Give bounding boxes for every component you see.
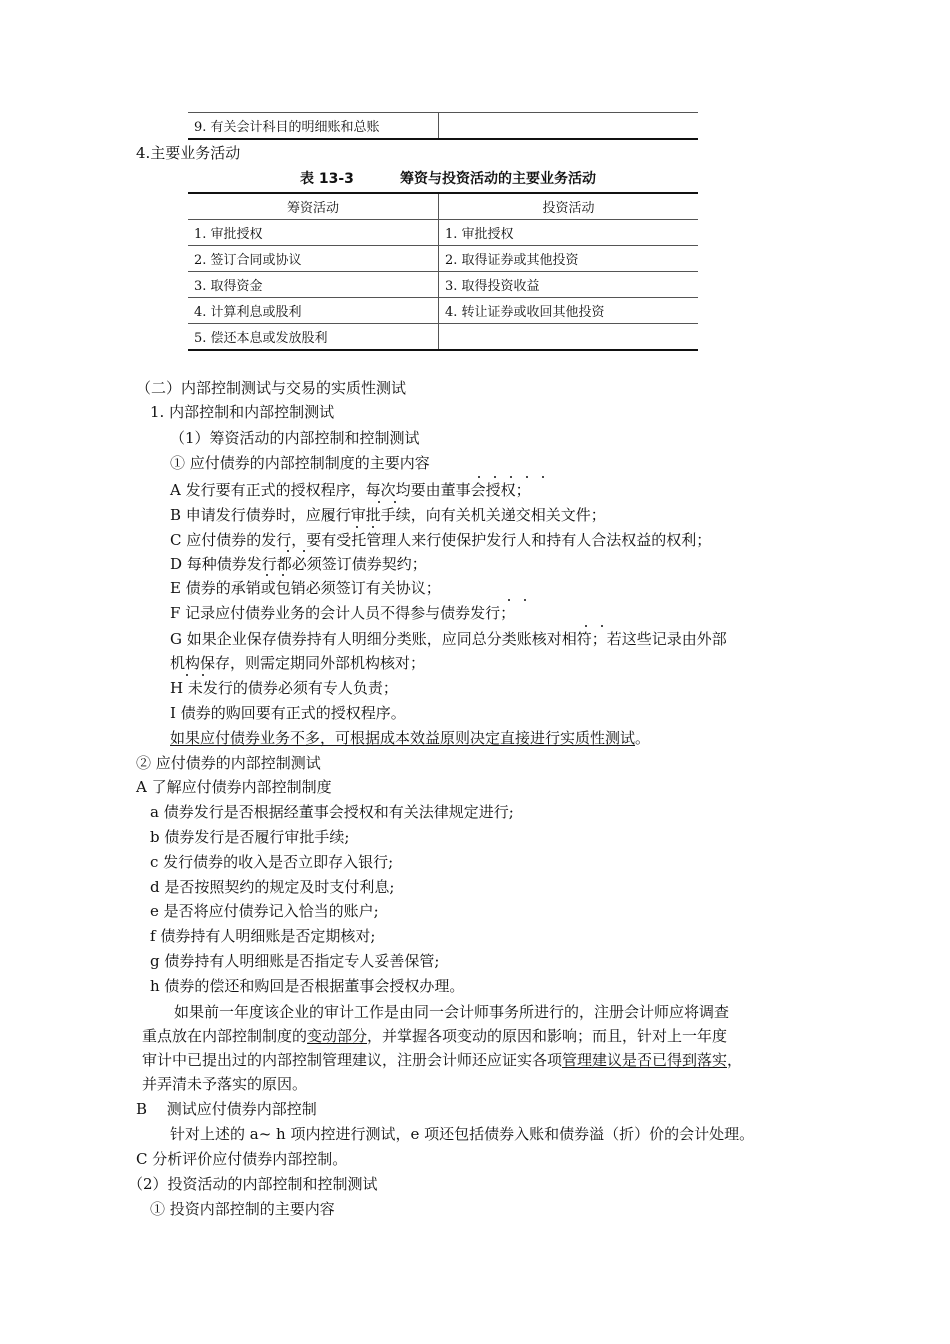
emphasis-dot — [510, 476, 512, 478]
table-caption-title: 筹资与投资活动的主要业务活动 — [400, 171, 596, 187]
table-row — [188, 113, 698, 140]
table-cell: 5. 偿还本息或发放股利 — [188, 324, 439, 351]
section-heading: 4.主要业务活动 — [136, 144, 241, 162]
table-cell: 3. 取得投资收益 — [445, 279, 540, 294]
list-item: d 是否按照契约的规定及时支付利息; — [150, 878, 395, 896]
table-cell: 3. 取得资金 — [188, 272, 439, 298]
paragraph-line: 并弄清未予落实的原因。 — [142, 1075, 308, 1093]
paragraph-line: 如果前一年度该企业的审计工作是由同一会计师事务所进行的，注册会计师应将调查 — [174, 1003, 730, 1021]
list-item: h 债券的偿还和购回是否根据董事会授权办理。 — [150, 977, 465, 995]
subsection-heading: （1）筹资活动的内部控制和控制测试 — [170, 429, 420, 447]
emphasis-dot — [526, 476, 528, 478]
text-span: 审计中已提出过的内部控制管理建议，注册会计师还应证实各项 — [142, 1051, 563, 1069]
item-heading: A 了解应付债券内部控制制度 — [136, 778, 332, 796]
list-item: c 发行债券的收入是否立即存入银行; — [150, 853, 394, 871]
table-cell: 2. 签订合同或协议 — [188, 246, 439, 272]
underlined-span: 变动部分 — [307, 1027, 368, 1045]
table-cell: 1. 审批授权 — [445, 227, 514, 242]
emphasis-dot — [186, 674, 188, 676]
list-item: g 债券持有人明细账是否指定专人妥善保管; — [150, 952, 440, 970]
list-item: F 记录应付债券业务的会计人员不得参与债券发行； — [170, 604, 516, 622]
table-cell: 4. 转让证券或收回其他投资 — [445, 305, 605, 320]
list-item: I 债券的购回要有正式的授权程序。 — [170, 704, 406, 722]
emphasis-dot — [287, 550, 289, 552]
table-cell: 1. 审批授权 — [188, 220, 439, 246]
emphasis-dot — [202, 674, 204, 676]
emphasis-dot — [266, 574, 268, 576]
emphasis-dot — [494, 476, 496, 478]
table-top — [188, 112, 698, 140]
list-item: E 债券的承销或包销必须签订有关协议； — [170, 579, 441, 597]
subsection-heading: （2）投资活动的内部控制和控制测试 — [128, 1175, 378, 1193]
list-item-continued: 机构保存，则需定期同外部机构核对； — [170, 654, 426, 672]
item-heading: ② 应付债券的内部控制测试 — [136, 754, 321, 772]
list-item: D 每种债券发行都必须签订债券契约； — [170, 555, 427, 573]
table-cell: 4. 计算利息或股利 — [188, 298, 439, 324]
subsection-heading: 1. 内部控制和内部控制测试 — [150, 403, 335, 421]
note-underlined: 如果应付债券业务不多，可根据成本效益原则决定直接进行实质性测试 — [170, 729, 636, 747]
emphasis-dot — [303, 550, 305, 552]
list-item: H 未发行的债券必须有专人负责； — [170, 679, 398, 697]
table-header-row — [188, 193, 698, 220]
table-cell: 9. 有关会计科目的明细账和总账 — [188, 113, 439, 140]
underlined-span: 管理建议是否已得到落实 — [562, 1051, 728, 1069]
list-item: e 是否将应付债券记入恰当的账户; — [150, 902, 379, 920]
table-row — [188, 246, 698, 272]
table-header-financing: 筹资活动 — [188, 193, 439, 220]
emphasis-dot — [378, 501, 380, 503]
table-row — [188, 298, 698, 324]
emphasis-dot — [372, 526, 374, 528]
table-header-investing: 投资活动 — [542, 201, 595, 216]
emphasis-dot — [282, 574, 284, 576]
list-item: a 债券发行是否根据经董事会授权和有关法律规定进行; — [150, 803, 514, 821]
emphasis-dot — [601, 625, 603, 627]
emphasis-dot — [585, 625, 587, 627]
paragraph-line — [142, 1029, 727, 1044]
table-row — [188, 220, 698, 246]
item-heading: ① 投资内部控制的主要内容 — [150, 1200, 335, 1218]
emphasis-dot — [524, 599, 526, 601]
paragraph-line: 针对上述的 a~ h 项内控进行测试，e 项还包括债券入账和债券溢（折）价的会计处理。 — [170, 1125, 755, 1143]
table-cell: 2. 取得证券或其他投资 — [445, 253, 579, 268]
table-row — [188, 272, 698, 298]
list-item: f 债券持有人明细账是否定期核对; — [150, 927, 376, 945]
item-heading: B 测试应付债券内部控制 — [136, 1100, 317, 1118]
emphasis-dot — [394, 501, 396, 503]
table-cell — [439, 324, 699, 351]
table-row — [188, 324, 698, 351]
section-heading: （二）内部控制测试与交易的实质性测试 — [136, 379, 407, 397]
table-caption-number: 表 13-3 — [300, 171, 354, 187]
emphasis-dot — [542, 476, 544, 478]
text-span: ， — [727, 1051, 743, 1069]
text-span: 重点放在内部控制制度的 — [142, 1027, 308, 1045]
emphasis-dot — [508, 599, 510, 601]
text-span: ，并掌握各项变动的原因和影响；而且，针对上一年度 — [367, 1027, 728, 1045]
emphasis-dot — [356, 526, 358, 528]
list-item: b 债券发行是否履行审批手续; — [150, 828, 350, 846]
list-item: C 应付债券的发行，要有受托管理人来行使保护发行人和持有人合法权益的权利； — [170, 531, 712, 549]
item-heading: ① 应付债券的内部控制制度的主要内容 — [170, 454, 430, 472]
table-cell — [439, 113, 699, 140]
list-item: B 申请发行债券时，应履行审批手续，向有关机关递交相关文件； — [170, 506, 606, 524]
list-item: G 如果企业保存债券持有人明细分类账，应同总分类账核对相符；若这些记录由外部 — [170, 630, 727, 648]
note-end: 。 — [635, 729, 651, 747]
paragraph-line — [142, 1053, 742, 1068]
note — [170, 731, 650, 746]
list-item: A 发行要有正式的授权程序，每次均要由董事会授权； — [170, 481, 531, 499]
table-main — [188, 192, 698, 351]
item-heading: C 分析评价应付债券内部控制。 — [136, 1150, 348, 1168]
emphasis-dot — [478, 476, 480, 478]
